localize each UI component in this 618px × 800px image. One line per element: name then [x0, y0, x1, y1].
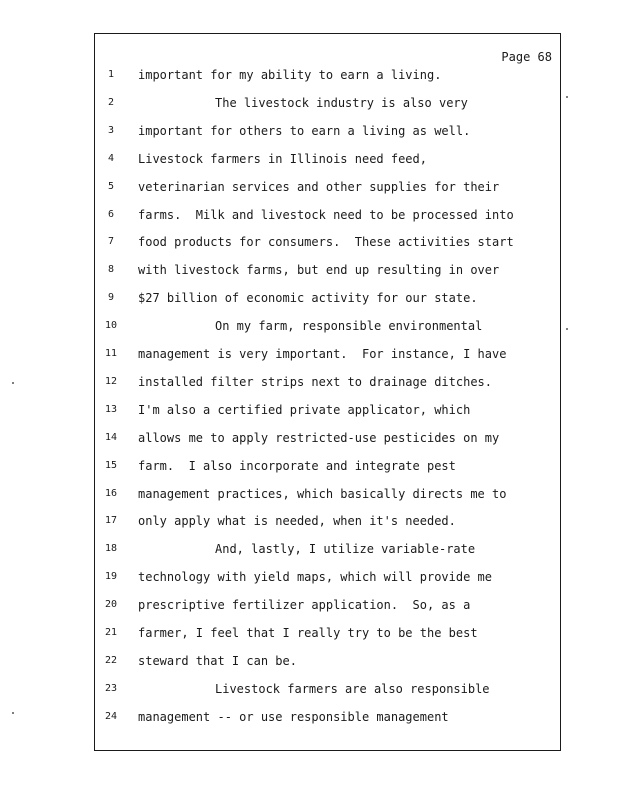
- transcript-line: [0, 124, 618, 142]
- transcript-line: [0, 208, 618, 226]
- line-number: 1: [107, 69, 115, 80]
- line-text: Livestock farmers are also responsible: [215, 681, 490, 696]
- line-number: 19: [104, 571, 118, 583]
- transcript-line: [0, 319, 618, 337]
- transcript-line: [0, 626, 618, 644]
- transcript-line: [0, 514, 618, 532]
- transcript-line: [0, 291, 618, 309]
- line-text: $27 billion of economic activity for our state.: [138, 291, 478, 306]
- line-text: only apply what is needed, when it's needed.: [138, 514, 456, 529]
- line-text: installed filter strips next to drainage ditches.: [138, 374, 493, 389]
- line-text: management is very important. For instance, I have: [138, 347, 507, 361]
- line-number: 3: [107, 124, 115, 136]
- transcript-line: [0, 375, 618, 393]
- line-number: 13: [104, 403, 118, 415]
- transcript-line: [0, 96, 618, 114]
- transcript-line: [0, 682, 618, 700]
- line-number: 6: [107, 208, 115, 220]
- line-number: 11: [104, 348, 118, 359]
- line-number: 24: [104, 710, 118, 722]
- line-number: 23: [104, 682, 118, 694]
- transcript-line: [0, 235, 618, 253]
- line-text: technology with yield maps, which will provide me: [138, 570, 493, 585]
- line-number: 22: [104, 654, 118, 666]
- page-number: Page 68: [501, 50, 552, 64]
- line-text: with livestock farms, but end up resulting in over: [138, 263, 500, 278]
- line-text: farms. Milk and livestock need to be processed into: [138, 207, 514, 222]
- line-text: important for others to earn a living as well.: [138, 123, 471, 138]
- line-number: 8: [107, 264, 115, 276]
- line-text: On my farm, responsible environmental: [215, 319, 483, 334]
- line-text: farm. I also incorporate and integrate pest: [138, 458, 456, 473]
- line-number: 18: [104, 543, 118, 555]
- line-text: important for my ability to earn a living.: [138, 68, 442, 82]
- line-text: steward that I can be.: [138, 653, 297, 668]
- transcript-line: [0, 347, 618, 365]
- line-number: 14: [104, 431, 118, 443]
- line-number: 12: [104, 375, 118, 387]
- transcript-line: [0, 459, 618, 477]
- line-number: 17: [104, 515, 118, 527]
- scan-speck: [566, 96, 568, 98]
- line-text: management -- or use responsible management: [138, 709, 449, 724]
- line-text: prescriptive fertilizer application. So, as a: [138, 598, 471, 613]
- scan-speck: [12, 382, 14, 384]
- line-text: food products for consumers. These activities start: [138, 235, 514, 250]
- transcript-line: [0, 710, 618, 728]
- line-number: 4: [107, 152, 115, 164]
- line-number: 7: [107, 236, 115, 248]
- transcript-line: [0, 263, 618, 281]
- transcript-line: [0, 487, 618, 505]
- line-number: 21: [104, 627, 118, 638]
- line-text: I'm also a certified private applicator, which: [138, 402, 471, 417]
- transcript-line: [0, 570, 618, 588]
- scan-speck: [12, 712, 14, 714]
- line-number: 16: [104, 487, 118, 499]
- transcript-line: [0, 180, 618, 198]
- line-text: farmer, I feel that I really try to be the best: [138, 626, 478, 640]
- transcript-line: [0, 598, 618, 616]
- line-number: 10: [104, 320, 118, 332]
- transcript-line: [0, 431, 618, 449]
- line-text: allows me to apply restricted-use pesticides on my: [138, 430, 500, 445]
- transcript-line: [0, 403, 618, 421]
- line-number: 9: [107, 292, 115, 304]
- transcript-line: [0, 654, 618, 672]
- transcript-line: [0, 542, 618, 560]
- line-text: management practices, which basically directs me to: [138, 486, 507, 501]
- line-number: 20: [104, 599, 118, 611]
- line-text: Livestock farmers in Illinois need feed,: [138, 151, 427, 166]
- line-number: 15: [104, 459, 118, 471]
- transcript-line: [0, 68, 618, 86]
- line-text: The livestock industry is also very: [215, 95, 468, 110]
- line-text: veterinarian services and other supplies for their: [138, 179, 500, 194]
- transcript-line: [0, 152, 618, 170]
- line-text: And, lastly, I utilize variable-rate: [215, 542, 476, 557]
- scan-speck: [566, 328, 568, 330]
- line-number: 5: [107, 180, 115, 192]
- line-number: 2: [107, 96, 115, 108]
